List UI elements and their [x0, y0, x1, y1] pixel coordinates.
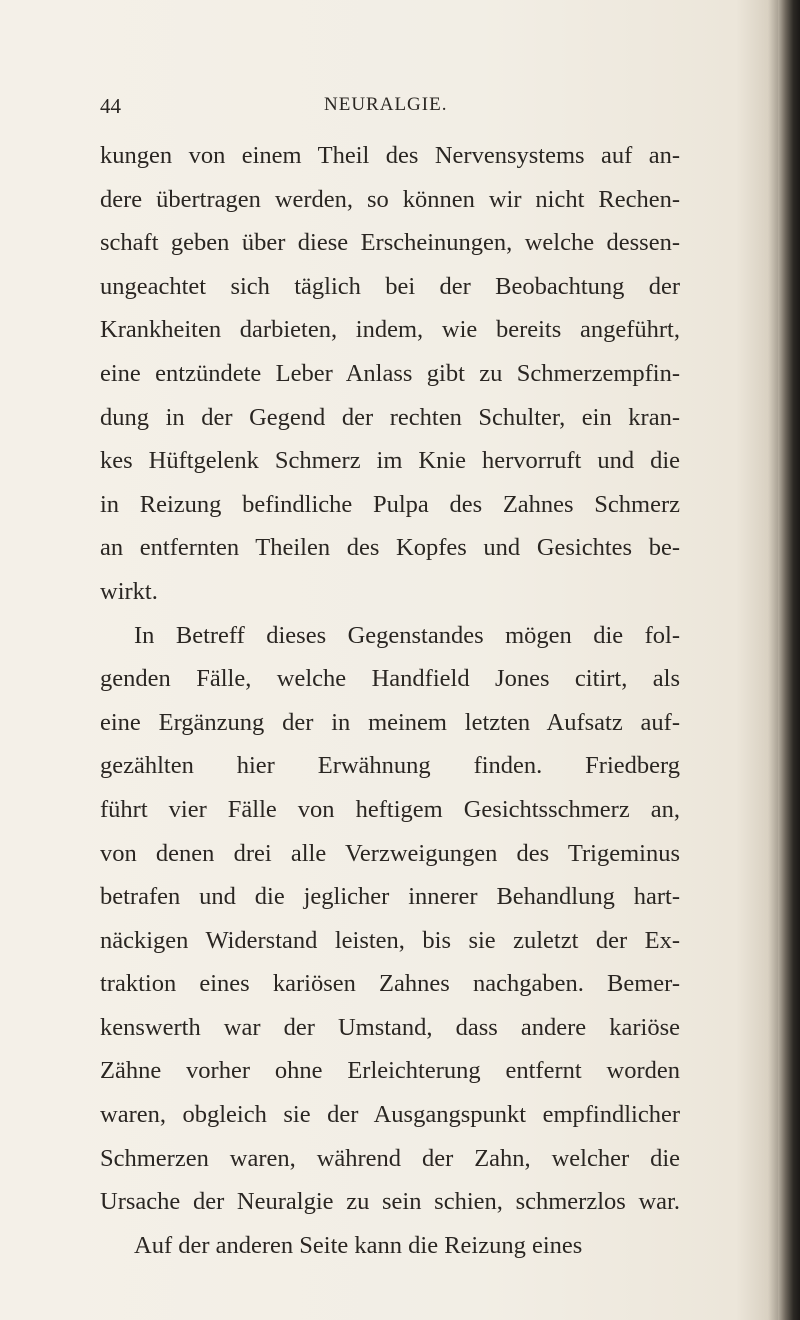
text-line: in Reizung befindliche Pulpa des Zahnes Schmerz	[100, 490, 680, 518]
text-line: führt vier Fälle von heftigem Gesichtsschmerz an,	[100, 795, 680, 823]
text-line: eine Ergänzung der in meinem letzten Aufsatz auf-	[100, 708, 680, 736]
text-line: Ursache der Neuralgie zu sein schien, schmerzlos war.	[100, 1188, 680, 1216]
page-header	[100, 94, 700, 124]
body-text	[100, 134, 680, 1267]
text-line: Krankheiten darbieten, indem, wie bereits angeführt,	[100, 316, 680, 344]
text-line: In Betreff dieses Gegenstandes mögen die fol-	[134, 621, 680, 649]
text-line: dung in der Gegend der rechten Schulter, ein kran-	[100, 403, 680, 431]
text-line: näckigen Widerstand leisten, bis sie zuletzt der Ex-	[100, 926, 680, 954]
text-line: schaft geben über diese Erscheinungen, welche dessen-	[100, 229, 680, 257]
running-title: NEURALGIE.	[324, 94, 448, 115]
text-line: Auf der anderen Seite kann die Reizung eines	[134, 1231, 583, 1259]
text-line: kes Hüftgelenk Schmerz im Knie hervorruft und die	[100, 447, 680, 475]
text-line: traktion eines kariösen Zahnes nachgaben. Bemer-	[100, 970, 680, 998]
text-line: ungeachtet sich täglich bei der Beobachtung der	[100, 272, 680, 300]
text-line: Zähne vorher ohne Erleichterung entfernt worden	[100, 1057, 680, 1085]
text-line: betrafen und die jeglicher innerer Behandlung hart-	[100, 883, 680, 911]
text-line: gezählten hier Erwähnung finden. Friedberg	[100, 752, 680, 780]
text-line: kenswerth war der Umstand, dass andere kariöse	[100, 1013, 680, 1041]
text-line: an entfernten Theilen des Kopfes und Gesichtes be-	[100, 534, 680, 562]
page-number: 44	[100, 94, 121, 118]
text-line: eine entzündete Leber Anlass gibt zu Schmerzempfin-	[100, 359, 680, 387]
text-line: genden Fälle, welche Handfield Jones citirt, als	[100, 665, 680, 693]
text-line: waren, obgleich sie der Ausgangspunkt empfindlicher	[100, 1101, 680, 1129]
text-line: von denen drei alle Verzweigungen des Trigeminus	[100, 839, 680, 867]
text-line: kungen von einem Theil des Nervensystems auf an-	[100, 142, 680, 169]
book-spine-shadow	[778, 0, 800, 1320]
text-line: dere übertragen werden, so können wir nicht Rechen-	[100, 185, 680, 213]
text-line: Schmerzen waren, während der Zahn, welcher die	[100, 1144, 680, 1172]
text-line: wirkt.	[100, 577, 158, 605]
